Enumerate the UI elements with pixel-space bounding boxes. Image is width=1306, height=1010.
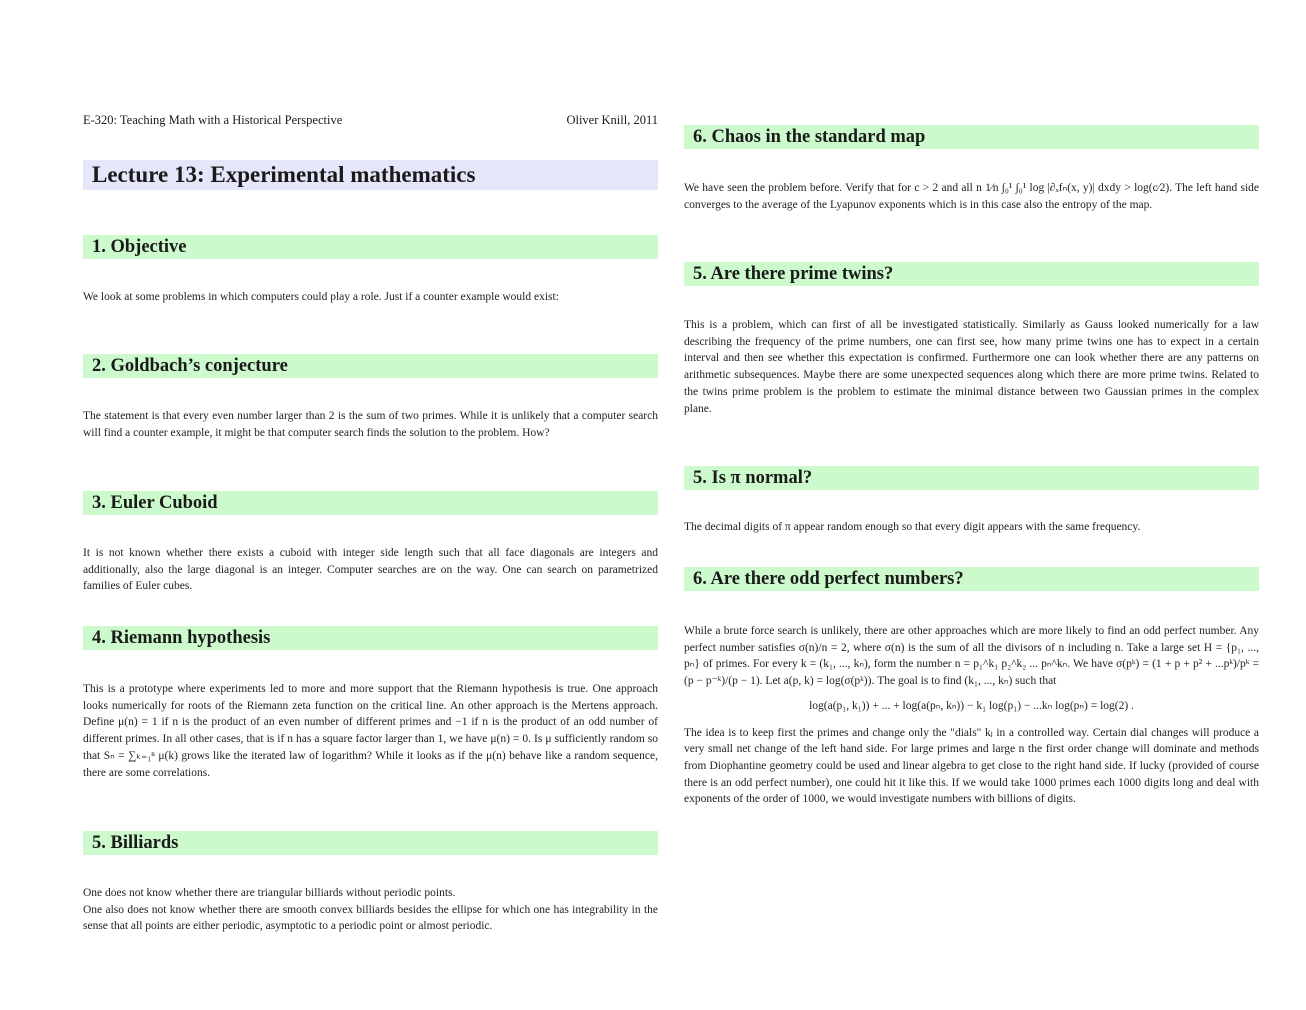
paragraph: We have seen the problem before. Verify that for c > 2 and all n 1⁄n ∫₀¹ ∫₀¹ log |∂ₓfₙ(x, y)| dxdy > log(c⁄2). The left hand side converges to the average of the Lyapunov exponents which is in this case also the entropy of the map.	[684, 182, 1259, 211]
section-heading-riemann: 4. Riemann hypothesis	[83, 626, 658, 650]
equation: log(a(p₁, k₁)) + ... + log(a(pₙ, kₙ)) − k₁ log(p₁) − ...kₙ log(pₙ) = log(2) .	[809, 699, 1134, 712]
section-body-pi-normal	[684, 519, 1259, 536]
paragraph: This is a problem, which can first of all be investigated statistically. Similarly as Gauss looked numerically for a law describing the frequency of the prime numbers, one can first see, how many prime twins one has to expect in a certain interval and then see whether this expectation is confirmed. Furthermore one can look whether there are any patterns on arithmetic subsequences. Maybe there are some unexpected sequences along which there are more prime twins. Related to the twins prime problem is the problem to estimate the minimal distance between two Gaussian primes in the complex plane.	[684, 319, 1259, 415]
section-body-standard-map	[684, 180, 1259, 213]
paragraph: This is a prototype where experiments led to more and more support that the Riemann hypothesis is true. One approach looks numerically for roots of the Riemann zeta function on the critical line. An other approach is the Mertens approach. Define μ(n) = 1 if n is the product of an even number of different primes and −1 if n is the product of an odd number of different primes. In all other cases, that is if n has a square factor larger than 1, we have μ(n) = 0. Is μ sufficiently random so that Sₙ = ∑ₖ₌₁ⁿ μ(k) grows like the iterated law of logarithm? While it looks as if the μ(n) behave like a random sequence, there are some correlations.	[83, 683, 658, 779]
section-heading-euler-cuboid: 3. Euler Cuboid	[83, 491, 658, 515]
section-heading-billiards: 5. Billiards	[83, 831, 658, 855]
section-body-riemann	[83, 681, 658, 781]
section-body-prime-twins	[684, 317, 1259, 417]
author-date: Oliver Knill, 2011	[566, 113, 658, 127]
paragraph: The statement is that every even number larger than 2 is the sum of two primes. While it is unlikely that a computer search will find a counter example, it might be that computer search finds the solution to the problem. How?	[83, 410, 658, 439]
course-title: E-320: Teaching Math with a Historical Perspective	[83, 113, 343, 127]
paragraph: One also does not know whether there are smooth convex billiards besides the ellipse for which one has integrability in the sense that all points are either periodic, asymptotic to a periodic point or almost periodic.	[83, 903, 658, 933]
section-heading-goldbach: 2. Goldbach’s conjecture	[83, 354, 658, 378]
paragraph: It is not known whether there exists a cuboid with integer side length such that all face diagonals are integers and additionally, also the large diagonal is an integer. Computer searches are on the way. One can search on parametrized families of Euler cubes.	[83, 547, 658, 593]
paragraph: The decimal digits of π appear random enough so that every digit appears with the same frequency.	[684, 521, 1141, 533]
section-heading-standard-map: 6. Chaos in the standard map	[684, 125, 1259, 149]
page-header	[83, 113, 658, 128]
section-body-objective	[83, 289, 658, 306]
paragraph: We look at some problems in which computers could play a role. Just if a counter example would exist:	[83, 291, 559, 303]
lecture-title: Lecture 13: Experimental mathematics	[83, 160, 658, 190]
section-body-goldbach	[83, 408, 658, 441]
paragraph: The idea is to keep first the primes and change only the "dials" kⱼ in a controlled way. Certain dial changes will produce a very small net change of the left hand side. For large primes and large n the first order change will dominate and methods from Diophantine geometry could be used and linear algebra to get close to the right hand side. If lucky (provided of course there is an odd perfect number), one could hit it like this. If we would take 1000 primes each 1000 digits long and deal with exponents of the order of 1000, we would investigate numbers with billions of digits.	[684, 726, 1259, 806]
section-heading-pi-normal: 5. Is π normal?	[684, 466, 1259, 490]
section-heading-prime-twins: 5. Are there prime twins?	[684, 262, 1259, 286]
section-heading-odd-perfect: 6. Are there odd perfect numbers?	[684, 567, 1259, 591]
section-heading-objective: 1. Objective	[83, 235, 658, 259]
section-body-odd-perfect	[684, 623, 1259, 808]
paragraph: One does not know whether there are triangular billiards without periodic points.	[83, 887, 456, 899]
section-body-billiards	[83, 885, 658, 935]
paragraph: While a brute force search is unlikely, there are other approaches which are more likely to find an odd perfect number. Any perfect number satisfies σ(n)/n = 2, where σ(n) is the sum of all the divisors of n including n. Take a large set H = {p₁, ..., pₙ} of primes. For every k = (k₁, ..., kₙ), form the number n = p₁^k₁ p₂^k₂ ... pₙ^kₙ. We have σ(pᵏ) = (1 + p + p² + ...pᵏ)/pᵏ = (p − p⁻ᵏ)/(p − 1). Let a(p, k) = log(σ(pᵏ)). The goal is to find (k₁, ..., kₙ) such that	[684, 625, 1259, 688]
section-body-euler-cuboid	[83, 545, 658, 595]
